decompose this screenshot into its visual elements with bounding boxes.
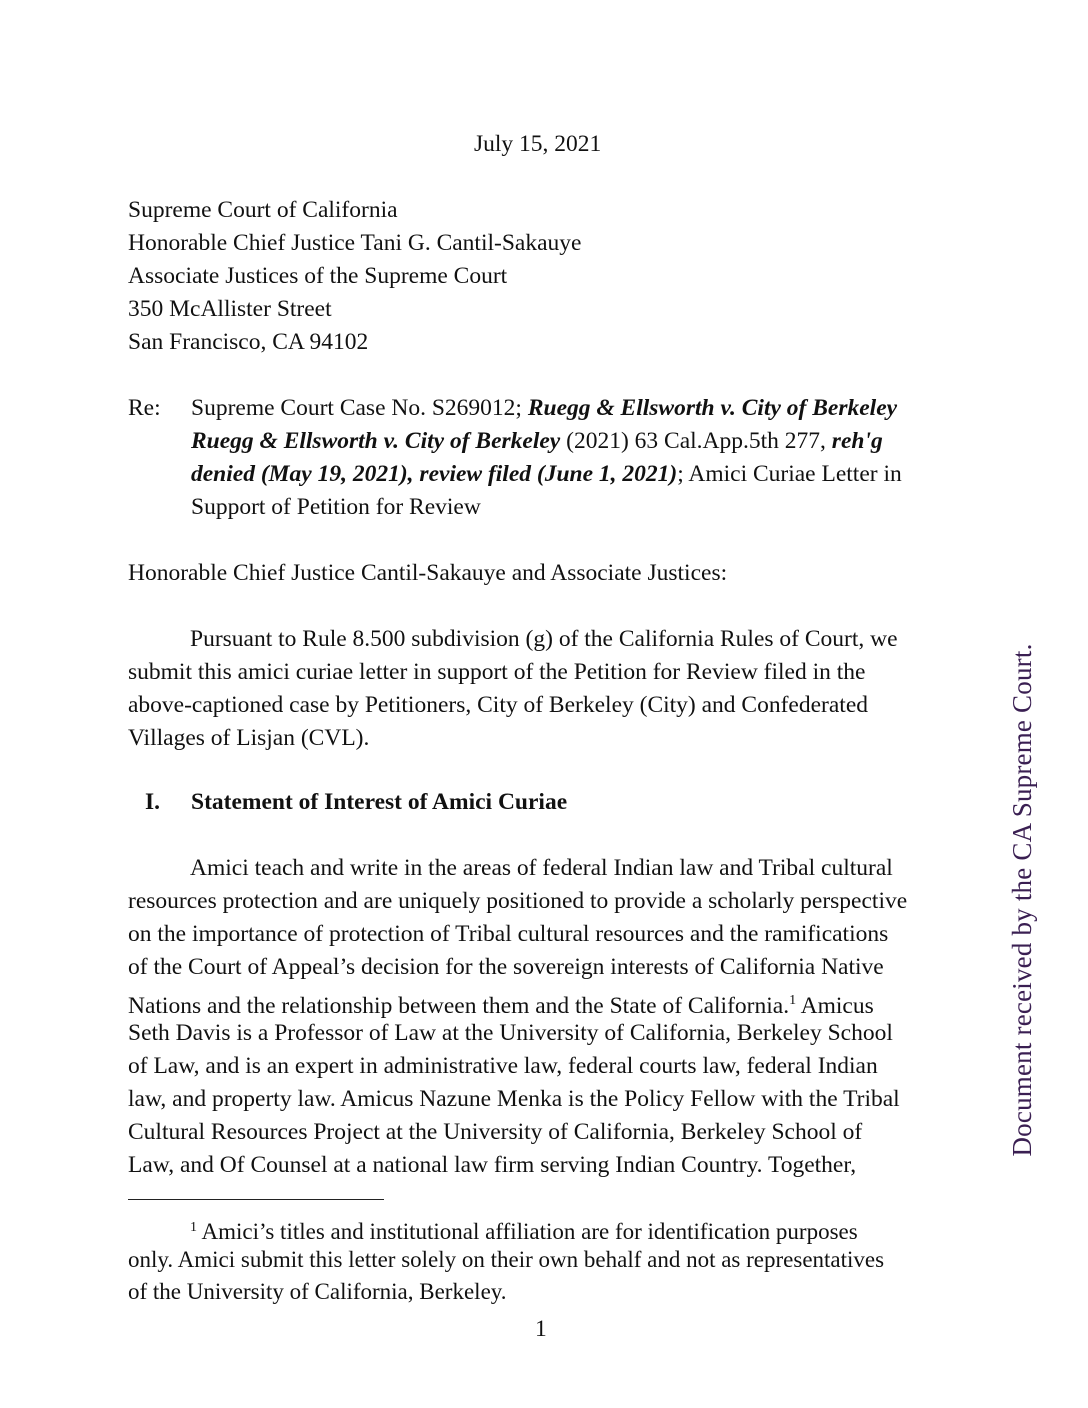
footnote-line-3: of the University of California, Berkeley. — [128, 1279, 507, 1304]
body-line-9: Cultural Resources Project at the University of California, Berkeley School of — [128, 1119, 863, 1145]
intro-line-3: above-captioned case by Petitioners, City of Berkeley (City) and Confederated — [128, 692, 869, 718]
page-number: 1 — [535, 1316, 547, 1342]
body-line-5: Nations and the relationship between them and the State of California.$^1$ Amicus — [128, 993, 874, 1019]
body-line-2: resources protection and are uniquely positioned to provide a scholarly perspective — [128, 888, 908, 914]
letter-date: July 15, 2021 — [474, 131, 602, 157]
recipient-line-2: Honorable Chief Justice Tani G. Cantil-Sakauye — [128, 230, 582, 256]
salutation: Honorable Chief Justice Cantil-Sakauye and Associate Justices: — [128, 560, 728, 586]
footnote-divider — [128, 1199, 384, 1200]
footnote-line-1: $^1$ Amici’s titles and institutional affiliation are for identification purposes — [190, 1219, 858, 1244]
body-line-3: on the importance of protection of Tribal cultural resources and the ramifications — [128, 921, 889, 947]
section-number: I. — [145, 789, 161, 815]
section-heading: Statement of Interest of Amici Curiae — [191, 789, 568, 815]
re-line-4: Support of Petition for Review — [191, 494, 481, 520]
recipient-line-1: Supreme Court of California — [128, 197, 398, 223]
intro-line-4: Villages of Lisjan (CVL). — [128, 725, 370, 751]
re-line-3: denied (May 19, 2021), review filed (June 1, 2021); Amici Curiae Letter in — [191, 461, 902, 487]
receipt-stamp: Document received by the CA Supreme Court. — [1007, 643, 1037, 1157]
re-label: Re: — [128, 395, 161, 421]
body-line-6: Seth Davis is a Professor of Law at the University of California, Berkeley School — [128, 1020, 893, 1046]
re-line-2: Ruegg & Ellsworth v. City of Berkeley (2021) 63 Cal.App.5th 277, reh'g — [191, 428, 883, 454]
recipient-line-5: San Francisco, CA 94102 — [128, 329, 369, 355]
recipient-line-3: Associate Justices of the Supreme Court — [128, 263, 508, 289]
re-line-1: Supreme Court Case No. S269012; Ruegg & Ellsworth v. City of Berkeley — [191, 395, 898, 421]
body-line-1: Amici teach and write in the areas of federal Indian law and Tribal cultural — [190, 855, 893, 881]
footnote-marker: 1 — [190, 1220, 197, 1235]
body-line-4: of the Court of Appeal’s decision for the sovereign interests of California Native — [128, 954, 884, 980]
body-line-8: law, and property law. Amicus Nazune Menka is the Policy Fellow with the Tribal — [128, 1086, 900, 1112]
recipient-line-4: 350 McAllister Street — [128, 296, 332, 322]
intro-line-2: submit this amici curiae letter in support of the Petition for Review filed in the — [128, 659, 866, 685]
body-line-7: of Law, and is an expert in administrative law, federal courts law, federal Indian — [128, 1053, 878, 1079]
footnote-ref: 1 — [789, 993, 797, 1008]
footnote-line-2: only. Amici submit this letter solely on their own behalf and not as representatives — [128, 1247, 885, 1272]
body-line-10: Law, and Of Counsel at a national law firm serving Indian Country. Together, — [128, 1152, 857, 1178]
intro-line-1: Pursuant to Rule 8.500 subdivision (g) of the California Rules of Court, we — [190, 626, 898, 652]
